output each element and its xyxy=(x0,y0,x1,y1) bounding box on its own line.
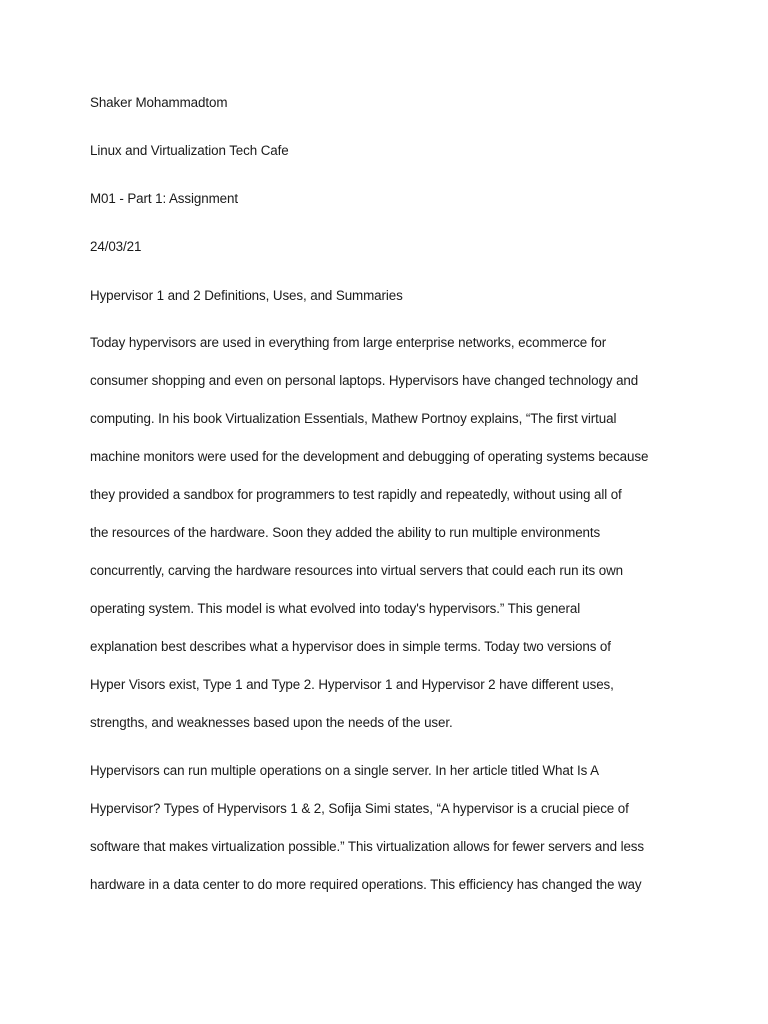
paragraph-line: hardware in a data center to do more required operations. This efficiency has changed the way xyxy=(90,877,642,892)
document-date: 24/03/21 xyxy=(90,239,142,254)
paragraph-line: operating system. This model is what evolved into today's hypervisors.” This general xyxy=(90,601,581,616)
document-title: Hypervisor 1 and 2 Definitions, Uses, and Summaries xyxy=(90,288,403,303)
assignment-label: M01 - Part 1: Assignment xyxy=(90,191,238,206)
paragraph-line: Hypervisors can run multiple operations on a single server. In her article titled What Is A xyxy=(90,763,599,778)
paragraph-line: consumer shopping and even on personal laptops. Hypervisors have changed technology and xyxy=(90,373,639,388)
paragraph-line: computing. In his book Virtualization Essentials, Mathew Portnoy explains, “The first virtual xyxy=(90,411,617,426)
paragraph-line: software that makes virtualization possible.” This virtualization allows for fewer servers and less xyxy=(90,839,644,854)
paragraph-line: Hyper Visors exist, Type 1 and Type 2. Hypervisor 1 and Hypervisor 2 have different uses, xyxy=(90,677,614,692)
paragraph-line: strengths, and weaknesses based upon the needs of the user. xyxy=(90,715,453,730)
paragraph-line: they provided a sandbox for programmers to test rapidly and repeatedly, without using all of xyxy=(90,487,622,502)
paragraph-line: the resources of the hardware. Soon they added the ability to run multiple environments xyxy=(90,525,601,540)
paragraph-line: machine monitors were used for the development and debugging of operating systems because xyxy=(90,449,649,464)
paragraph-line: explanation best describes what a hypervisor does in simple terms. Today two versions of xyxy=(90,639,611,654)
paragraph-line: concurrently, carving the hardware resources into virtual servers that could each run its own xyxy=(90,563,624,578)
course-name: Linux and Virtualization Tech Cafe xyxy=(90,143,289,158)
paragraph-line: Hypervisor? Types of Hypervisors 1 & 2, Sofija Simi states, “A hypervisor is a crucial piece of xyxy=(90,801,629,816)
author-name: Shaker Mohammadtom xyxy=(90,95,228,110)
paragraph-line: Today hypervisors are used in everything from large enterprise networks, ecommerce for xyxy=(90,335,607,350)
